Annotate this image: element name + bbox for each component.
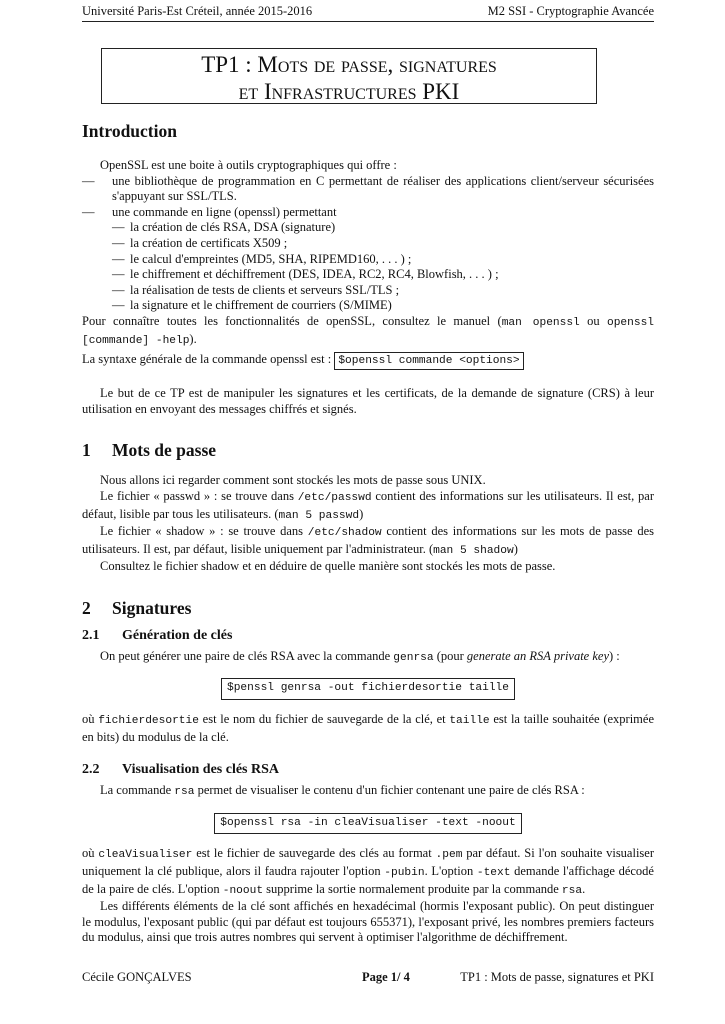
list-item: — une bibliothèque de programmation en C permettant de réaliser des applications client/serveur sécurisées s'appuyant sur SSL/TLS. bbox=[82, 173, 654, 204]
openssl-features-list bbox=[112, 220, 654, 314]
intro-lead: OpenSSL est une boite à outils cryptographiques qui offre : bbox=[100, 158, 397, 172]
intro-heading: Introduction bbox=[82, 121, 177, 141]
intro-list bbox=[82, 174, 654, 314]
footer-title: TP1 : Mots de passe, signatures et PKI bbox=[460, 970, 654, 984]
list-item: — la réalisation de tests de clients et serveurs SSL/TLS ; bbox=[112, 282, 400, 297]
list-item: — la création de clés RSA, DSA (signature) bbox=[112, 220, 336, 235]
title-line-2: et Infrastructures PKI bbox=[238, 79, 460, 104]
list-item: — la signature et le chiffrement de courriers (S/MIME) bbox=[112, 298, 392, 313]
list-item: — le calcul d'empreintes (MD5, SHA, RIPEMD160, . . . ) ; bbox=[112, 251, 412, 266]
header-course: M2 SSI - Cryptographie Avancée bbox=[487, 4, 654, 18]
syntax-command: $openssl commande <options> bbox=[334, 352, 523, 370]
list-item: — une commande en ligne (openssl) permettant — la création de clés RSA, DSA (signature) — la création de certificats X509 ; — le calcul d'empreintes (MD5, SHA, RIPEMD160, . . . ) ; — le chiffrement et déchiffrement (DES, IDEA, RC2, RC4, Blowfish, . . . ) ; — la réalisation de tests de clients et serveurs SSL/TLS ; — la signature et le chiffrement de courriers (S/MIME) bbox=[82, 205, 654, 314]
list-item: — le chiffrement et déchiffrement (DES, IDEA, RC2, RC4, Blowfish, . . . ) ; bbox=[112, 267, 499, 282]
subsection-2-1-p2: où fichierdesortie est le nom du fichier de sauvegarde de la clé, et taille est la taille souhaitée (exprimée en bits) du modulus de la clé. bbox=[82, 712, 654, 744]
document-body bbox=[82, 120, 654, 946]
subsection-2-2-p3: Les différents éléments de la clé sont affichés en hexadécimal (hormis l'exposant public). On peut distinguer le modulus, l'exposant public (qui par défaut est toujours 655371), l'exposant privé, les nombres premiers facteurs du modulus, ainsi que trois autres nombres qui servent à optimiser l'algorithme de déchiffrement. bbox=[82, 899, 654, 945]
subsection-2-2-p1: La commande rsa permet de visualiser le contenu d'un fichier contenant une paire de clés RSA : bbox=[100, 783, 585, 799]
manual-paragraph: Pour connaître toutes les fonctionnalités de openSSL, consultez le manuel (man openssl ou openssl [commande] -help). bbox=[82, 313, 654, 347]
title-line-1: TP1 : Mots de passe, signatures bbox=[201, 52, 497, 77]
list-item: — la création de certificats X509 ; bbox=[112, 235, 288, 250]
section-1-p2: Le fichier « passwd » : se trouve dans /etc/passwd contient des informations sur les utilisateurs. Il est, par défaut, lisible par tous les utilisateurs. (man 5 passwd) bbox=[82, 488, 654, 522]
subsection-2-1-p1: On peut générer une paire de clés RSA avec la commande genrsa (pour generate an RSA private key) : bbox=[100, 648, 620, 664]
rsa-command-box: $openssl rsa -in cleaVisualiser -text -noout bbox=[214, 813, 521, 835]
footer-author: Cécile GONÇALVES bbox=[82, 970, 192, 984]
goal-paragraph: Le but de ce TP est de manipuler les signatures et les certificats, de la demande de signature (CRS) à leur utilisation en envoyant des messages chiffrés et signés. bbox=[82, 386, 654, 416]
footer-page-number: Page 1/ 4 bbox=[361, 970, 410, 984]
section-1-p4: Consultez le fichier shadow et en déduire de quelle manière sont stockés les mots de passe. bbox=[100, 559, 556, 574]
section-2-heading: 2 Signatures bbox=[82, 597, 192, 618]
subsection-2-2-p2: où cleaVisualiser est le fichier de sauvegarde des clés au format .pem par défaut. Si l'on souhaite visualiser uniquement la clé publique, alors il faudra rajouter l'option -pubin. L'option -text demande l'affichage décodé de la paire de clés. L'option -noout supprime la sortie normalement produite par la commande rsa. bbox=[82, 846, 654, 897]
syntax-paragraph: La syntaxe générale de la commande openssl est : $openssl commande <options> bbox=[82, 352, 654, 370]
page-footer bbox=[82, 970, 654, 985]
document-title bbox=[101, 48, 597, 104]
section-1-p3: Le fichier « shadow » : se trouve dans /etc/shadow contient des informations sur les mots de passe des utilisateurs. Il est, par défaut, lisible uniquement par l'administrateur. (man 5 shadow) bbox=[82, 524, 654, 557]
section-1-heading: 1 Mots de passe bbox=[82, 440, 217, 461]
genrsa-command-box: $penssl genrsa -out fichierdesortie taille bbox=[221, 678, 515, 700]
section-1-p1: Nous allons ici regarder comment sont stockés les mots de passe sous UNIX. bbox=[100, 473, 486, 488]
header-university: Université Paris-Est Créteil, année 2015-2016 bbox=[82, 4, 313, 18]
subsection-2-1-heading: 2.1 Génération de clés bbox=[82, 627, 233, 643]
page-header bbox=[82, 4, 654, 22]
subsection-2-2-heading: 2.2 Visualisation des clés RSA bbox=[82, 762, 280, 778]
